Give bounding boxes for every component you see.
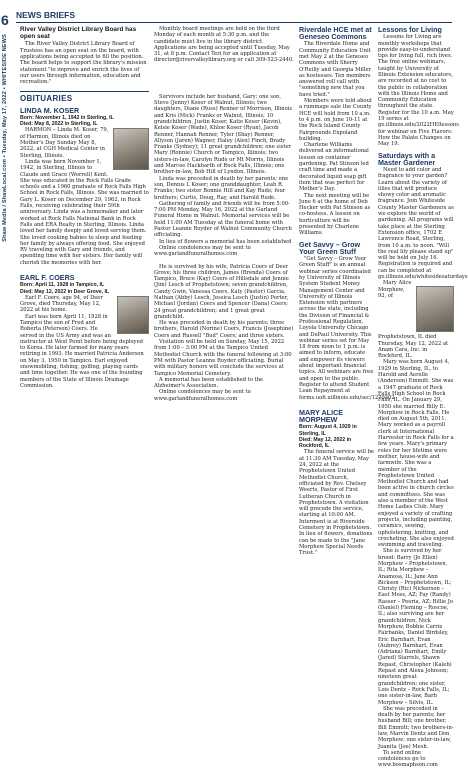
earl-p2: Earl was born April 11, 1928 in Tampico the son of Fred and Roberta (Peterson) Coers. He served in the US Army and was an instructor at West Point before being deployed to Korea. He later farmed for many years retiring in 1993. He married Patricia Anderson on May 3, 1950 in Tampico. Earl enjoyed snowmobiling, fishing, golfing, playing cards and time together. He was one of the founding members of the State of Illinois Drainage Commission.	[20, 313, 144, 389]
column-1	[20, 26, 149, 476]
library-p2: Monthly board meetings are held on the third Monday of each month at 5:30 p.m. and the candidate must live in the library district. Applications are being accepted until Tuesday, May 31, at 8 p.m. Contact Teri for an application at director@rivervalleylibrary.org or call 309-523-2440.	[154, 26, 294, 64]
section-rule	[16, 22, 452, 23]
riverdale-p3: Charlene Williams delivered an informational lesson on container gardening. Pat Stinson led craft time and made a decorated liquid soap gift item that was perfect for Mother's Day.	[299, 142, 369, 193]
column-4	[378, 25, 468, 769]
earl-died: Died: May 12, 2022 in Deer Grove, IL	[20, 288, 110, 295]
earl-p7: Online condolences may be sent to www.garlandfuneralhomes.com	[154, 389, 251, 402]
linda-p3: Survivors include her husband, Gary; one son, Steve (Jenny) Koser of Walnut, Illinois; two daughters, Diane (Russ) Renner of Morrison, Illinois and Kris (Mick) Franks or Walnut, Illinois; 10 grandchildren, Justin Koser, Katie Koser (Kevin), Kelsie Koser (Wade), Khloe Koser (Ryan), Jacob Renner, Hannah Renner, Tyler (Shay) Renner, Allyson (Jaren) Wagner, Haley (Alex) Finch, Brady Franks (Sydney); 11 great grandchildren; one sister Mary (Ronnie) Church or Tampico, Illinois; two sisters-in-law, Carolyn Rude or Mt Morris, Illinois and Marcee Hackbarth of Rock Falls, Illinois; one brother-in-law, Bob Hill of Lyndon, Illinois.	[154, 93, 293, 176]
mary-name: MARY ALICE MORPHEW	[299, 407, 344, 425]
savvy-p1: "Get Savvy – Grow Your Green Stuff" is an annual webinar series coordinated by University of Illinois System Student Money Management Center and University of Illinois Extension with partners across the state, including the Division of Financial & Professional Regulation, Loyola University Chicago and DePaul University. This webinar series set for May 18 from noon to 1 p.m. is aimed to inform, educate and empower its viewers about important financial topics. All webinars are free and open to the public. Register to attend Student Loan Repayment at forms.uofi.uillinois.edu/sec/1279302	[299, 256, 395, 401]
mary-portrait	[416, 286, 454, 332]
linda-born: Born: November 1, 1942 in Sterling, IL	[20, 114, 114, 121]
earl-p3: He is survived by his wife, Patricia Coers of Deer Grove; his three children, James (Brenda) Coers of Tampico, Bruce (Kay) Coers of Hillsdale and Jennie (Jim) Lesch of Prophetstown; seven grandchildren, Candy Gwin, Vanessa Coers, Katy (Pastor) Garcia, Nathan (Abby) Lesch, Jessica Lesch (Justin) Porter, Michael (Jordan) Coers and Spencer (Dana) Coers; 24 great grandchildren; and 1 great great grandchild.	[154, 263, 289, 320]
gardener-headline: Saturdays with a Master Gardener	[378, 150, 436, 167]
linda-name: LINDA M. KOSER	[20, 105, 80, 115]
earl-p5: Visitation will be held on Sunday, May 15, 2022 from 1:00 – 3:00 PM at the Tampico United Methodist Church with the funeral following at 3:00 PM with Pastor Leanne Royder officiating. Burial with military honors will conclude the services at Tampico Memorial Cemetery.	[154, 339, 292, 377]
mary-p5: She was preceded in death by her parents; her husband Bill; one brother, Bill Emmitt; two brothers-in-law, Marvin Dentz and Don Morphew; one sister-in-law, Juanita (Joe) Mesh.	[378, 705, 454, 750]
linda-p6: In lieu of flowers a memorial has been established	[159, 238, 292, 245]
linda-p4: Linda was preceded in death by her parents; one son, Dennis L Koser; one granddaughter, Leah R. Franks; two sister Bonnie Hill and Kay Rude; four brothers; Curtis, Doug, Ray, and Harold Rude.	[154, 175, 289, 201]
linda-p7: Online condolences may be sent to www.garlandfuneralhomes.com	[154, 244, 251, 258]
linda-p5: Gathering of family and friends will be from 5:00-7:00 PM Monday, May 16, 2022 at the Garland Funeral Home in Walnut. Memorial services will be held 11:00 AM Tuesday at the funeral home with Pastor Leanne Royder of Walnut Community Church officiating.	[154, 200, 292, 239]
library-p1: The River Valley District Library Board of Trustees has an open seat on the board, with applications being accepted to fill the position. The board helps to support the library's mission statement "to improve and enrich the lives of our users through information, education and recreation."	[20, 41, 147, 86]
mary-p3: Mary was born August 4, 1929 in Sterling, IL, to Harold and Aerelle (Anderson) Emmitt. She was a 1947 graduate of Rock Falls High School in Rock Falls, IL. On January 29, 1950 she married Billy E. Morphew in Rock Falls. He died on August 5th, 2011. Mary worked as a payroll clerk at International Harvester in Rock Falls for a few years. Mary's primary roles for her lifetime were mother, house-wife and farmwife. She was a member of the Prophetstown United Methodist Church and had been active in church circles and committees. She was also a member of the West Home Ladies Club. Mary enjoyed a variety of crafting projects, including painting, ceramics, sewing, upholstering, knitting, and crocheting. She also enjoyed swimming and traveling.	[378, 359, 454, 549]
earl-portrait	[117, 296, 149, 334]
riverdale-p1: The Riverdale Home and Community Education Unit met May 2 at the Geneseo Commons with Sherry O'Reilly and Georgia Miller as hostesses. Ten members answered roll call with "something new that you have tried."	[299, 41, 371, 98]
riverdale-headline: Riverdale HCE met at Geneseo Commons	[299, 25, 372, 42]
mary-p2: The funeral service will be at 11:30 AM Tuesday, May 24, 2022 at the Prophetstown United Methodist Church, officiated by Rev. Chelsey Weerts, Pastor of First Lutheran Church in Prophetstown. A visitation will precede the service, starting at 10:00 AM. Interment is at Riverside Cemetery in Prophetstown. In lieu of flowers, donations can be made to the "Jane Morphew Special Needs Trust."	[299, 449, 374, 557]
lessons-headline: Lessons for Living	[378, 25, 442, 34]
page-spine	[0, 0, 15, 480]
earl-name: EARL F. COERS	[20, 273, 75, 283]
column-3	[299, 25, 395, 557]
obituaries-heading: OBITUARIES	[20, 91, 149, 102]
mary-p6: To send online condolences go to www.bosmaphson.com	[378, 749, 438, 769]
page-number: 6	[1, 12, 9, 28]
linda-portrait	[113, 128, 149, 170]
riverdale-p2: Members were told about a rummage sale the County HCE will hold from 10 a.m. to 4 p.m. on June 10-11 at the Rock Island County Fairgrounds Expoland building.	[299, 98, 372, 142]
mary-p1: Mary Alice Morphew, 92, of Prophetstown, IL died Thursday, May 12, 2022 at Anam Cara, Inc. in Rockford, IL.	[378, 280, 449, 360]
section-title: NEWS BRIEFS	[16, 10, 76, 20]
linda-p1: HARMON – Linda M. Koser, 79, of Harmon, Illinois died on Mother's Day Sunday May 8, 2022, at CGH Medical Center in Sterling, Illinois.	[20, 127, 109, 159]
column-2	[154, 26, 294, 476]
mary-died: Died: May 12, 2022 in Rockford, IL	[299, 436, 352, 450]
library-headline: River Valley District Library Board has open seat	[20, 26, 137, 41]
earl-p4: He was preceded in death by his parents; three brothers, Harold (Norine) Coers, Francis (Josephine) Coers and Russell "Bud" Coers; and three sisters.	[154, 320, 294, 339]
earl-p1: Earl F. Coers, age 94, of Deer Grove, died Thursday, May 12, 2022 at his home.	[20, 294, 103, 314]
earl-p6: A memorial has been established to the Alzheimer's Association.	[154, 376, 264, 390]
earl-born: Born: April 11, 1928 in Tampico, IL	[20, 282, 105, 289]
spine-text: Shaw Media / ShawLocal.com • Tuesday, May 17, 2022 • WHITESIDE NEWS	[2, 34, 8, 242]
lessons-p1: Lessons for Living are monthly workshops that provide easy-to-understand tips for living full, rich lives. The free online webinars, taught by University of Illinois Extension educators, are recorded at no cost to the public in collaboration with the Illinois Home and Community Education throughout the state. Register for the 10 a.m. May 19 series at go.illinois.edu/2022HEllessons for webinar on Five Flavors: How the Palate Changes on May 19.	[378, 34, 459, 148]
riverdale-p4: The next meeting will be June 6 at the home of Deb Hecker with Pat Stinson as co-hostess. A lesson on horticulture will be presented by Charlene Williams.	[299, 192, 371, 237]
gardener-p1: Need to add color and fragrance to your garden? Learn about the variety of lilies that will produce showy color and aromatic fragrance. Join Whiteside County Master Gardeners as we explore the world of gardening. All programs will take place at the Sterling Extension office, 1702 E Lawrence Road, Sterling, from 10 a.m. to noon. "Will the real lily please stand up" will be held on July 16. Registration is required and can be completed at go.illinois.edu/whitesidesaturdays	[378, 166, 468, 280]
linda-p2: Linda was born November 1, 1942, in Sterling, Illinois to Claude and Grace (Worrell) Kent. She was educated in the Rock Falls Grade schools and a 1960 graduate of Rock Falls High School in Rock Falls, Illinois. She was married to Gary L. Koser on December 29, 1962, in Rock Falls, receiving celebrating their 59th anniversary. Linda was a homemaker and later worked at Rock Falls National Bank in Rock Falls and ERA Realty in Sterling, Illinois. Linda loved her family deeply and loved serving them. She loved cooking babies to sleep and feeding her family by always offering food. She enjoyed RV traveling with Gary and friends, and spending time with her sisters. Her family will cherish the memories with her.	[20, 158, 149, 266]
savvy-headline: Get Savvy – Grow Your Green Stuff	[299, 239, 361, 256]
mary-p4: She is survived by her brood: Barry (Jo Ellen) Morphew – Prophetstown, IL; Rita Morphew – Anamosa, IL; Jane Ann Bickson – Prophetstown, IL; Christy (Ric) Nickerson – East Moss, AZ; Fay (Randy) Rasser – Peoria, AZ; Billie Jo (Daniel) Fleming – Roscoe, IL; also surviving are her grandchildren, Nick Morphew, Bobbie Carrie Fairbanks, Daniel Birdsley, Eric Barnhart, Evan (Aubrey) Barnhart, Evan (Adriana) Barnhart, Emily (Jared) Starrels, Shawn Repast, Christopher (Kaleb) Repast and Alexa Johnson; nineteen great grandchildren; one sister, Lois Dentz – Rock Falls, IL; one sister-in-law, Barb Morphew – Silvis, IL.	[378, 548, 453, 706]
linda-died: Died: May 8, 2022 in Sterling, IL	[20, 121, 98, 128]
mary-born: Born: August 4, 1929 in Sterling, IL	[299, 424, 357, 437]
